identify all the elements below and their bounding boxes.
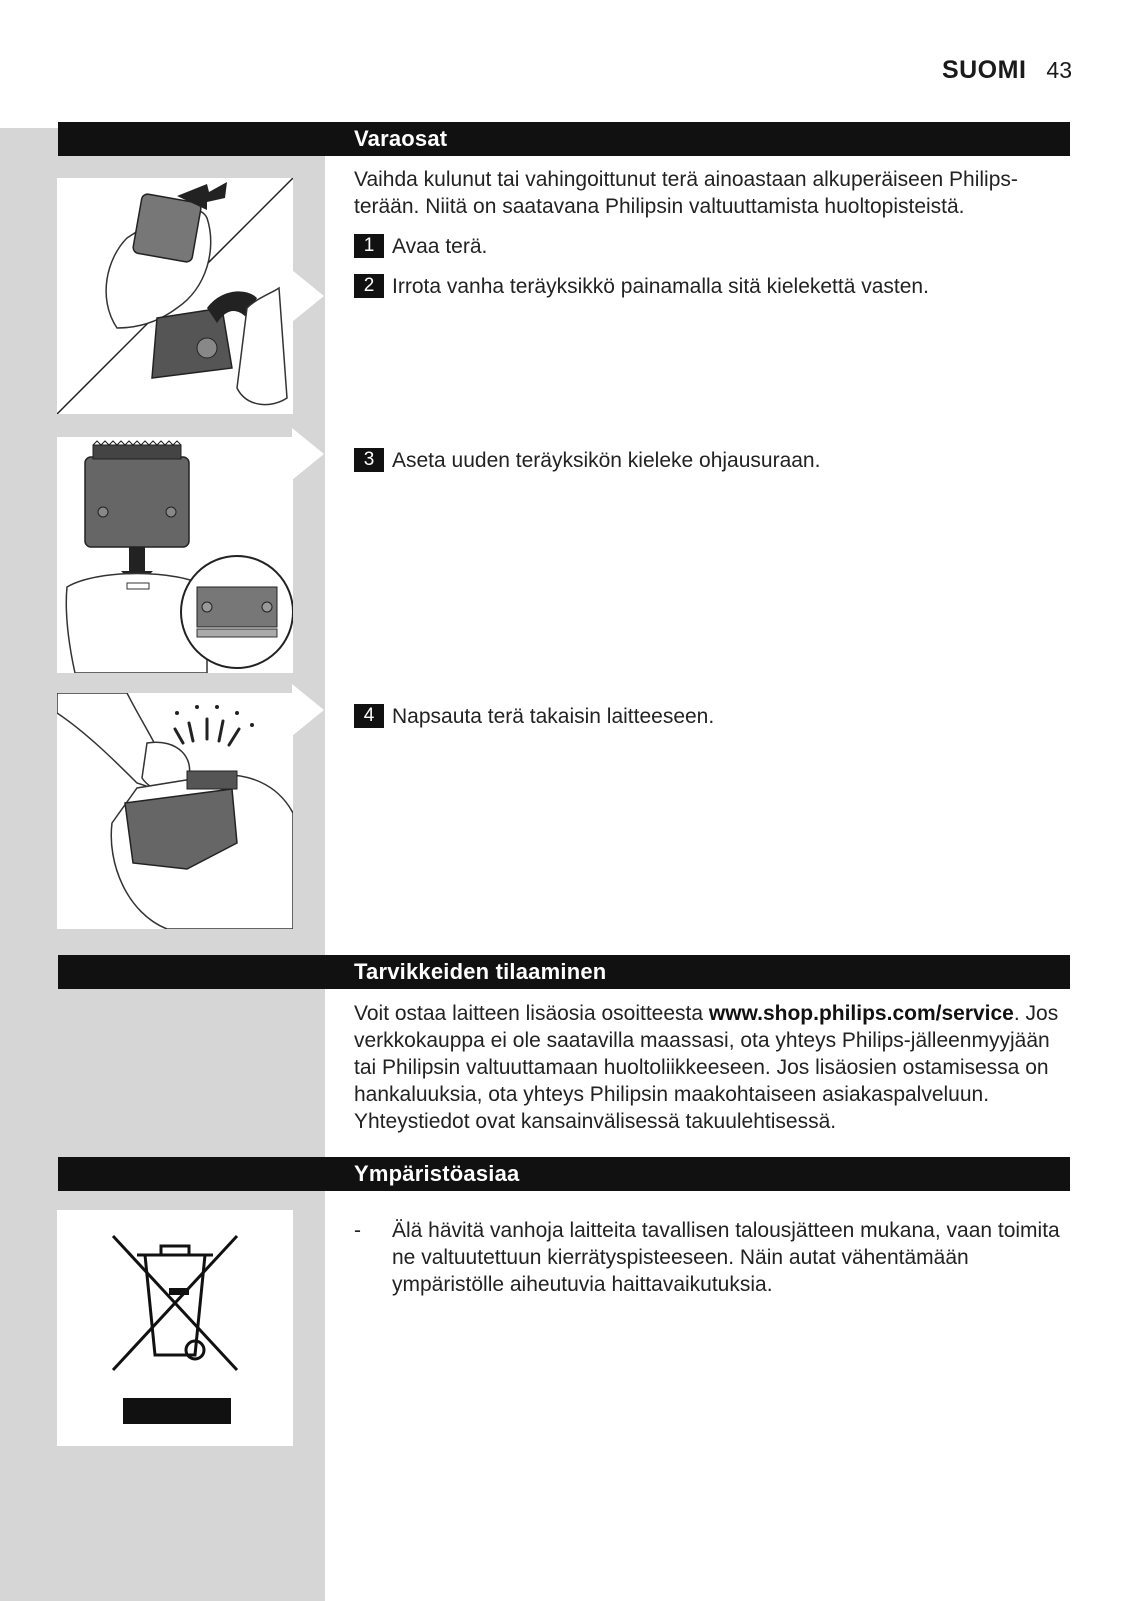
step-text-4: Napsauta terä takaisin laitteeseen. bbox=[392, 705, 715, 728]
blade-insert-illustration bbox=[57, 437, 293, 673]
step-3 bbox=[354, 447, 1070, 474]
step-number-4: 4 bbox=[354, 704, 384, 728]
step-number-1: 1 bbox=[354, 234, 384, 258]
environment-bullet-text: Älä hävitä vanhoja laitteita tavallisen talousjätteen mukana, vaan toimita ne valtuutettuun kierrätyspisteeseen. Näin autat vähentämään ympäristölle aiheutuvia haittavaikutuksia. bbox=[392, 1219, 1060, 1296]
section-bar-ordering bbox=[58, 955, 1070, 989]
section-bar-spare-parts bbox=[58, 122, 1070, 156]
ordering-text bbox=[354, 1000, 1070, 1135]
page-number: 43 bbox=[1046, 57, 1072, 83]
crossed-out-bin-icon bbox=[57, 1210, 293, 1446]
language-label: SUOMI bbox=[941, 56, 1027, 84]
step-text-2: Irrota vanha teräyksikkö painamalla sitä kielekettä vasten. bbox=[392, 275, 929, 298]
step-1 bbox=[354, 233, 1070, 260]
section-title-environment: Ympäristöasiaa bbox=[354, 1161, 520, 1186]
step-text-3: Aseta uuden teräyksikön kieleke ohjausuraan. bbox=[392, 449, 821, 472]
step-number-3: 3 bbox=[354, 448, 384, 472]
section-title-spare-parts: Varaosat bbox=[354, 126, 448, 151]
blade-removal-illustration bbox=[57, 178, 293, 414]
ordering-text-before: Voit ostaa laitteen lisäosia osoitteesta bbox=[354, 1002, 709, 1025]
illustration-pointer-2 bbox=[292, 428, 324, 480]
section-bar-environment bbox=[58, 1157, 1070, 1191]
illustration-pointer-1 bbox=[292, 270, 324, 322]
shop-url-link[interactable]: www.shop.philips.com/service bbox=[708, 1002, 1014, 1025]
page-header bbox=[942, 56, 1072, 90]
illustration-pointer-3 bbox=[292, 684, 324, 736]
step-text-1: Avaa terä. bbox=[392, 235, 488, 258]
blade-snap-illustration bbox=[57, 693, 293, 929]
environment-bullet bbox=[354, 1217, 1070, 1298]
step-2 bbox=[354, 273, 1070, 300]
ordering-text-after: . Jos verkkokauppa ei ole saatavilla maassasi, ota yhteys Philips-jälleenmyyjään tai Philipsin valtuuttamaan huoltoliikkeeseen. Jos lisäosien ostamisessa on hankaluuksia, ota yhteys Philipsin maakohtaiseen asiakaspalveluun. Yhteystiedot ovat kansainvälisessä takuulehtisessä. bbox=[354, 1002, 1059, 1133]
bullet-dash: - bbox=[354, 1219, 361, 1242]
section-title-ordering: Tarvikkeiden tilaaminen bbox=[354, 959, 607, 984]
step-number-2: 2 bbox=[354, 274, 384, 298]
step-4 bbox=[354, 703, 1070, 730]
spare-parts-intro: Vaihda kulunut tai vahingoittunut terä ainoastaan alkuperäiseen Philips-terään. Niitä on saatavana Philipsin valtuuttamista huoltopisteistä. bbox=[354, 168, 1018, 218]
